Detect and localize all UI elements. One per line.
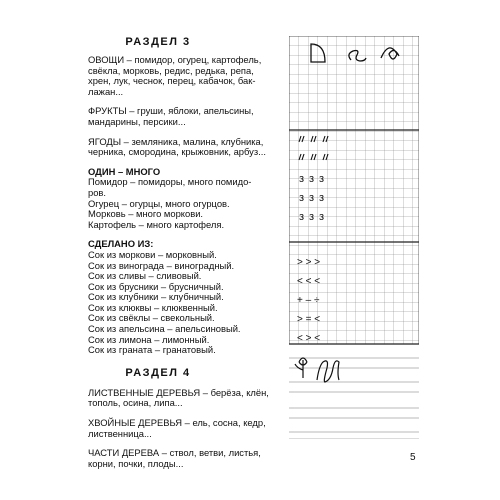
made-of-line-5: Сок из клубники – клубничный. bbox=[88, 291, 224, 303]
three-1: з bbox=[299, 173, 305, 185]
row-plus-minus: + – ÷ bbox=[297, 295, 320, 306]
parts-line-1: – ствол, ветви, листья, bbox=[159, 447, 261, 459]
coniferous-block bbox=[88, 418, 288, 439]
coniferous-line-2: лиственница... bbox=[88, 427, 152, 439]
row-less: < < < bbox=[297, 276, 321, 287]
three-2: з bbox=[309, 173, 315, 185]
deciduous-line-2: тополь, осина, липа... bbox=[88, 397, 183, 409]
row-greater-equal: > = < bbox=[297, 314, 321, 325]
three-3: з bbox=[319, 173, 325, 185]
one-many-line-5: Картофель – много картофеля. bbox=[88, 218, 225, 230]
deciduous-line-1: – берёза, клён, bbox=[200, 386, 269, 398]
fruits-line-2: мандарины, персики... bbox=[88, 115, 186, 127]
parts-line-2: корни, почки, плоды... bbox=[88, 457, 184, 469]
berries-line-2: черника, смородина, крыжовник, арбуз... bbox=[88, 146, 266, 158]
three-8: з bbox=[309, 211, 315, 223]
vegetables-line-3: хрен, лук, чеснок, перец, кабачок, бак- bbox=[88, 75, 256, 87]
parts-label: ЧАСТИ ДЕРЕВА bbox=[88, 447, 160, 459]
made-of-block bbox=[88, 239, 288, 356]
berries-label: ЯГОДЫ bbox=[88, 135, 122, 147]
coniferous-label: ХВОЙНЫЕ ДЕРЕВЬЯ bbox=[88, 417, 183, 429]
made-of-line-4: Сок из брусники – брусничный. bbox=[88, 280, 224, 292]
one-many-line-2: ров. bbox=[88, 186, 107, 198]
parts-block bbox=[88, 448, 288, 469]
deciduous-block bbox=[88, 388, 288, 409]
made-of-line-8: Сок из апельсина – апельсиновый. bbox=[88, 323, 241, 335]
row-greater: > > > bbox=[297, 257, 321, 268]
ruled-lines bbox=[289, 358, 419, 439]
three-6: з bbox=[319, 192, 325, 204]
text-column bbox=[88, 36, 288, 469]
fruits-block bbox=[88, 106, 288, 127]
made-of-line-1: Сок из моркови – морковный. bbox=[88, 248, 217, 260]
tulip-and-letter-drawing bbox=[295, 358, 339, 382]
row-less-greater: < > < bbox=[297, 333, 321, 344]
three-4: з bbox=[299, 192, 305, 204]
one-many-line-3: Огурец – огурцы, много огурцов. bbox=[88, 197, 230, 209]
vegetables-label: ОВОЩИ bbox=[88, 54, 125, 65]
deciduous-label: ЛИСТВЕННЫЕ ДЕРЕВЬЯ bbox=[88, 386, 201, 398]
vegetables-line-2: свёкла, морковь, редис, редька, репа, bbox=[88, 64, 254, 76]
one-many-label: ОДИН – МНОГО bbox=[88, 165, 161, 177]
three-5: з bbox=[309, 192, 315, 204]
section-4-title: РАЗДЕЛ 4 bbox=[125, 366, 191, 379]
one-many-block bbox=[88, 167, 288, 231]
made-of-line-6: Сок из клюквы – клюквенный. bbox=[88, 301, 218, 313]
made-of-line-7: Сок из свёклы – свекольный. bbox=[88, 312, 215, 324]
coniferous-line-1: – ель, сосна, кедр, bbox=[182, 417, 266, 429]
vegetables-block bbox=[88, 55, 288, 97]
made-of-line-9: Сок из лимона – лимонный. bbox=[88, 333, 210, 345]
three-9: з bbox=[319, 211, 325, 223]
berries-block bbox=[88, 137, 288, 158]
three-7: з bbox=[299, 211, 305, 223]
writing-practice-panel bbox=[289, 36, 419, 439]
made-of-line-2: Сок из винограда – виноградный. bbox=[88, 259, 235, 271]
one-many-line-1: Помидор – помидоры, много помидо- bbox=[88, 176, 252, 188]
vegetables-line-1: – помидор, огурец, картофель, bbox=[124, 54, 262, 65]
made-of-line-3: Сок из сливы – сливовый. bbox=[88, 270, 202, 282]
made-of-label: СДЕЛАНО ИЗ: bbox=[88, 238, 154, 250]
one-many-line-4: Морковь – много моркови. bbox=[88, 208, 204, 220]
vegetables-line-4: лажан... bbox=[88, 85, 124, 97]
page-number: 5 bbox=[410, 452, 416, 463]
threes-rows bbox=[299, 173, 324, 223]
berries-line-1: – земляника, малина, клубника, bbox=[121, 135, 264, 147]
fruits-label: ФРУКТЫ bbox=[88, 105, 127, 117]
section-3-title: РАЗДЕЛ 3 bbox=[125, 36, 191, 48]
fruits-line-1: – груши, яблоки, апельсины, bbox=[126, 105, 254, 117]
made-of-line-10: Сок из граната – гранатовый. bbox=[88, 344, 216, 356]
